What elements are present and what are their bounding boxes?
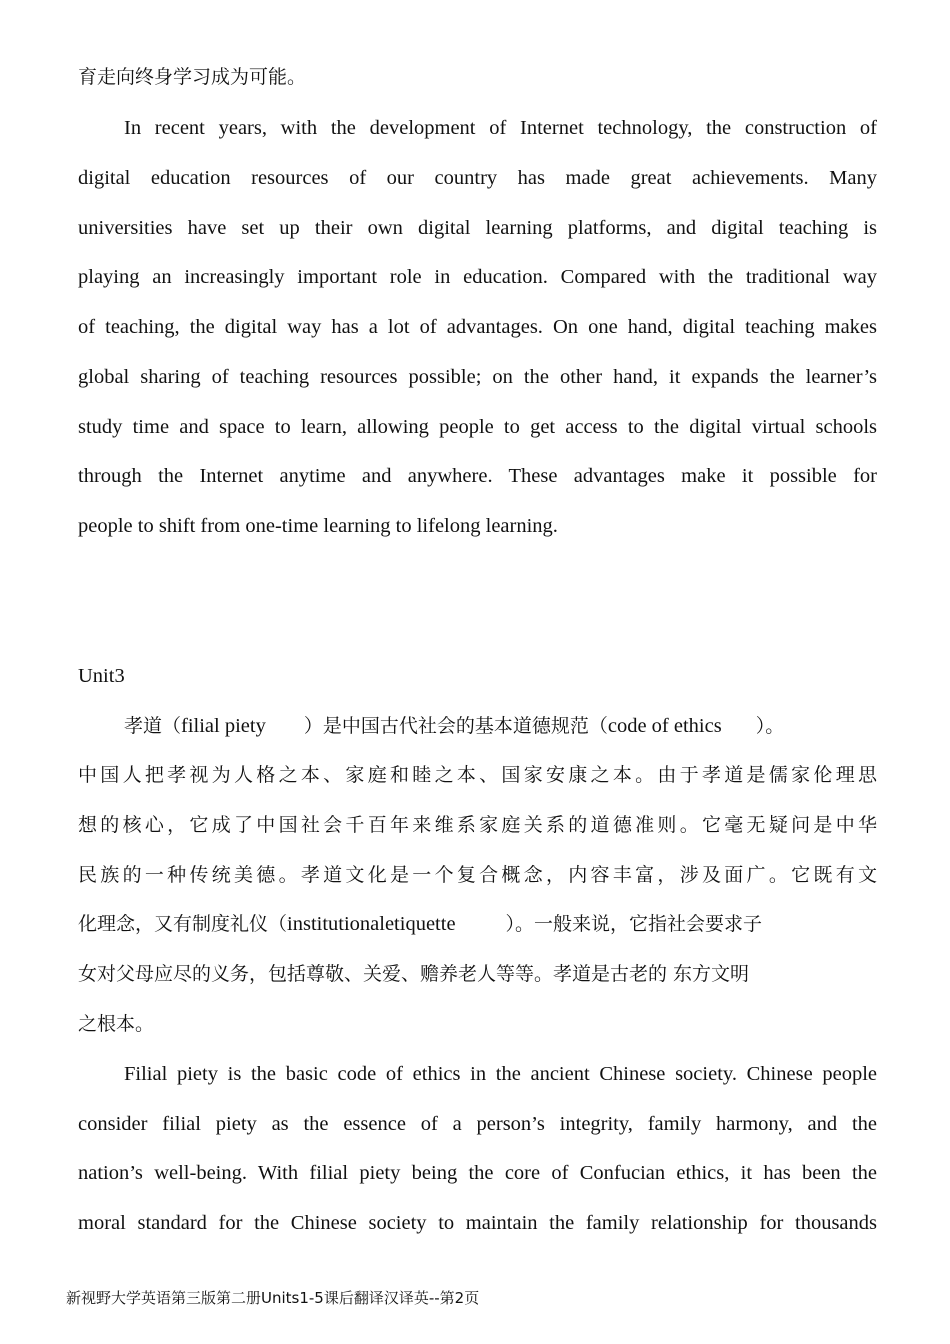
unit2-english-line-4: playing an increasingly important role in education. Compared with the traditional way xyxy=(78,266,877,288)
unit2-english-line-2: digital education resources of our country has made great achievements. Many xyxy=(78,167,877,189)
unit3-chinese-line-5 xyxy=(78,907,877,941)
unit3-chinese-line-2: 中国人把孝视为人格之本、家庭和睦之本、国家安康之本。由于孝道是儒家伦理思 xyxy=(78,764,877,786)
unit2-english-line-5: of teaching, the digital way has a lot of advantages. On one hand, digital teaching makes xyxy=(78,316,877,338)
intro-chinese-tail: 育走向终身学习成为可能。 xyxy=(78,66,307,88)
unit3-english-line-4: moral standard for the Chinese society to maintain the family relationship for thousands xyxy=(78,1212,877,1234)
term-code-of-ethics: code of ethics xyxy=(607,715,722,737)
unit2-english-line-9: people to shift from one-time learning to lifelong learning. xyxy=(78,515,558,537)
unit3-chinese-line-3: 想的核心，它成了中国社会千百年来维系家庭关系的道德准则。它毫无疑问是中华 xyxy=(78,814,877,836)
unit3-chinese-line-4: 民族的一种传统美德。孝道文化是一个复合概念，内容丰富，涉及面广。它既有文 xyxy=(78,864,877,886)
unit3-english-line-2: consider filial piety as the essence of a person’s integrity, family harmony, and the xyxy=(78,1113,877,1135)
unit2-english-line-1: In recent years, with the development of Internet technology, the construction of xyxy=(124,117,877,139)
term-institutional-etiquette: institutionaletiquette xyxy=(287,913,456,935)
unit2-english-line-8: through the Internet anytime and anywhere. These advantages make it possible for xyxy=(78,465,877,487)
unit3-chinese-line-6: 女对父母应尽的义务，包括尊敬、关爱、赡养老人等等。孝道是古老的 东方文明 xyxy=(78,963,750,985)
zh-text: ）。 xyxy=(755,715,785,737)
zh-text: 孝道（ xyxy=(124,715,182,737)
term-filial-piety: filial piety xyxy=(181,715,266,737)
unit2-english-line-6: global sharing of teaching resources possible; on the other hand, it expands the learner’s xyxy=(78,366,877,388)
page-footer: 新视野大学英语第三版第二册Units1-5课后翻译汉译英--第2页 xyxy=(66,1289,480,1307)
zh-text: ）。一般来说，它指社会要求子 xyxy=(505,913,763,935)
unit3-english-line-3: nation’s well-being. With filial piety being the core of Confucian ethics, it has been the xyxy=(78,1162,877,1184)
unit2-english-line-7: study time and space to learn, allowing people to get access to the digital virtual schools xyxy=(78,416,877,438)
zh-text: ）是中国古代社会的基本道德规范（ xyxy=(303,715,608,737)
unit2-english-line-3: universities have set up their own digital learning platforms, and digital teaching is xyxy=(78,217,877,239)
unit3-english-line-1: Filial piety is the basic code of ethics in the ancient Chinese society. Chinese people xyxy=(124,1063,877,1085)
unit3-chinese-line-1 xyxy=(124,709,877,743)
unit3-heading: Unit3 xyxy=(78,665,125,687)
unit3-chinese-line-7: 之根本。 xyxy=(78,1013,155,1035)
zh-text: 化理念，又有制度礼仪（ xyxy=(78,913,288,935)
